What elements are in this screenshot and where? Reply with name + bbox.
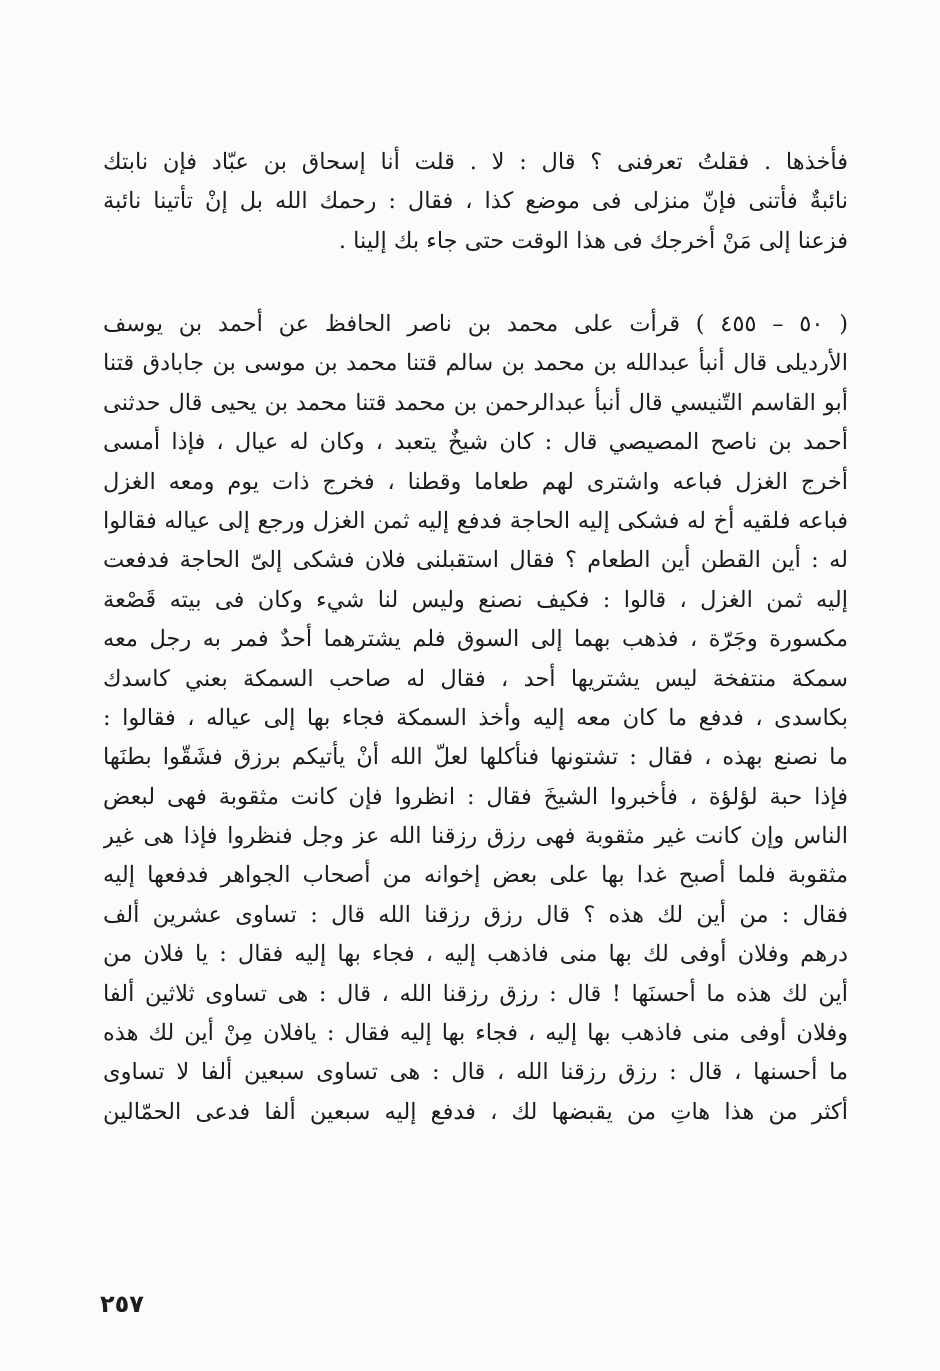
text-line: له : أين القطن أين الطعام ؟ فقال استقبلنى فلان فشكى إلىّ الحاجة فدفعت (103, 547, 848, 574)
text-line: فزعنا إلى مَنْ أخرجك فى هذا الوقت حتى جاء بك إلينا . (338, 227, 848, 254)
text-line: ما أحسنها ، قال : رزق رزقنا الله ، قال : هى تساوى سبعين ألفا لا تساوى (103, 1059, 848, 1086)
text-line: الأرديلى قال أنبأ عبدالله بن محمد بن سالم قتنا محمد بن موسى بن جابادق قتنا (103, 350, 848, 377)
text-line: أبو القاسم التّنيسي قال أنبأ عبدالرحمن بن محمد قتنا محمد بن يحيى قال حدثنى (103, 389, 848, 416)
text-line: سمكة منتفخة ليس يشتريها أحد ، فقال له صاحب السمكة بعني كاسدك (103, 665, 848, 692)
text-line: نائبةٌ فأتنى فإنّ منزلى فى موضع كذا ، فقال : رحمك الله بل إنْ تأتينا نائبة (103, 188, 848, 215)
text-line: فباعه فلقيه أخ له فشكى إليه الحاجة فدفع إليه ثمن الغزل ورجع إلى عياله فقالوا (103, 507, 848, 534)
text-line: فقال : من أين لك هذه ؟ قال رزق رزقنا الله قال : تساوى عشرين ألف (103, 901, 848, 928)
text-line: أحمد بن ناصح المصيصي قال : كان شيخٌ يتعبد ، وكان له عيال ، فإذا أمسى (103, 429, 848, 456)
text-line: أخرج الغزل فباعه واشترى لهم طعاما وقطنا ، فخرج ذات يوم ومعه الغزل (103, 468, 848, 495)
text-line: إليه ثمن الغزل ، قالوا : فكيف نصنع وليس لنا شيء وكان فى بيته قَصْعة (103, 586, 848, 613)
text-line: ما نصنع بهذه ، فقال : تشتونها فنأكلها لعلّ الله أنْ يأتيكم برزق فشَقّوا بطنَها (103, 744, 848, 771)
text-line: بكاسدى ، فدفع ما كان معه إليه وأخذ السمكة فجاء بها إلى عياله ، فقالوا : (103, 704, 848, 731)
paragraph-2 (103, 305, 848, 1132)
text-line: أكثر من هذا هاتِ من يقبضها لك ، فدفع إليه سبعين ألفا فدعى الحمّالين (103, 1098, 848, 1125)
text-line: مكسورة وجَرّة ، فذهب بهما إلى السوق فلم يشترهما أحدٌ فمر به رجل معه (103, 626, 848, 653)
text-line: أين لك هذه ما أحسنَها ! قال : رزق رزقنا الله ، قال : هى تساوى ثلاثين ألفا (103, 980, 848, 1007)
text-line: درهم وفلان أوفى لك بها منى فاذهب إليه ، فجاء بها إليه فقال : يا فلان من (103, 941, 848, 968)
text-line: فإذا حبة لؤلؤة ، فأخبروا الشيخَ فقال : انظروا فإن كانت مثقوبة فهى لبعض (103, 783, 848, 810)
text-line: مثقوبة فلما أصبح غدا بها على بعض إخوانه من أصحاب الجواهر فدفعها إليه (103, 862, 848, 889)
paragraph-1 (103, 143, 848, 261)
text-line: وفلان أوفى منى فاذهب بها إليه ، فجاء بها إليه فقال : يافلان مِنْ أين لك هذه (103, 1020, 848, 1047)
text-line: ( ٥٠ – ٤٥٥ ) قرأت على محمد بن ناصر الحافظ عن أحمد بن يوسف (103, 311, 848, 337)
text-line: فأخذها . فقلتُ تعرفنى ؟ قال : لا . قلت أنا إسحاق بن عبّاد فإن نابتك (103, 149, 848, 175)
text-line: الناس وإن كانت غير مثقوبة فهى رزق رزقنا الله عز وجل فنظروا فإذا هى غير (103, 823, 848, 850)
page-number: ٢٥٧ (100, 1290, 144, 1318)
